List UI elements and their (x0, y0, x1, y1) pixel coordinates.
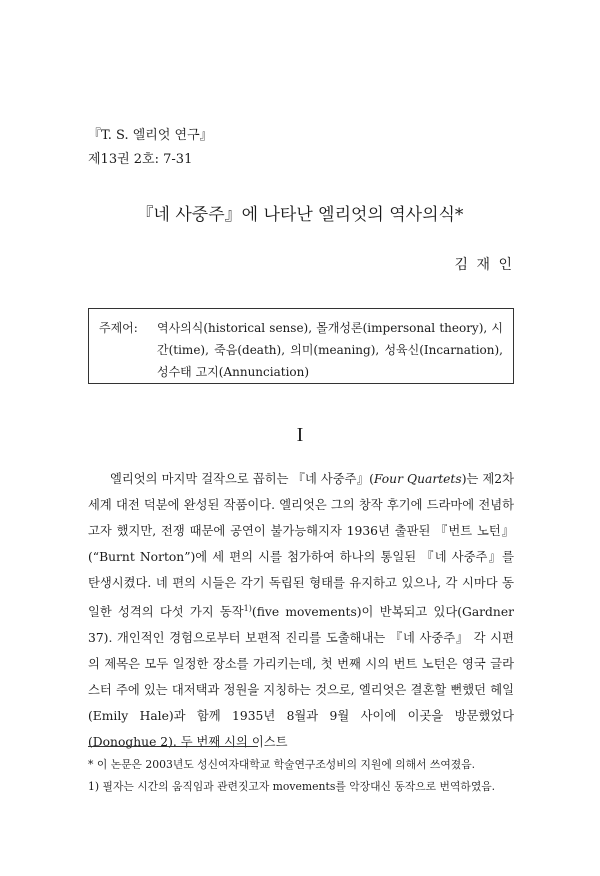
section-heading: I (296, 424, 304, 446)
body-text-part2: )는 제2차 세계 대전 덕분에 완성된 작품이다. 엘리엇은 그의 창작 후기에 드라마에 전념하고자 했지만, 전쟁 때문에 공연이 불가능해지자 1936년 출판된 『번트 노턴』(“Burnt Norton”)에 세 편의 시를 첨가하여 하나의 통일된 『네 사중주』를 탄생시켰다. 네 편의 시들은 각기 독립된 형태를 유지하고 있으나, 각 시마다 동일한 성격의 다섯 가지 동작 (88, 472, 514, 620)
body-italic-title: Four Quartets (373, 472, 462, 486)
author-name: 김 재 인 (454, 257, 514, 273)
body-text-part3: (five movements)이 반복되고 있다(Gardner 37). 개인적인 경험으로부터 보편적 진리를 도출해내는 『네 사중주』 각 시편의 제목은 모두 일정한 장소를 가리키는데, 첫 번째 시의 번트 노턴은 영국 글라스터 주에 있는 대저택과 정원을 지칭하는 것으로, 엘리엇은 결혼할 뻔했던 헤일(Emily Hale)과 함께 1935년 8월과 9월 사이에 이곳을 방문했었다(Donoghue 2). 두 번째 시의 이스트 (88, 605, 514, 750)
footnote-ref: 1) (243, 604, 252, 613)
journal-issue: 제13권 2호: 7-31 (88, 152, 193, 167)
body-text-part1: 엘리엇의 마지막 걸작으로 꼽히는 『네 사중주』( (110, 472, 374, 486)
journal-name: 『T. S. 엘리엇 연구』 (88, 128, 213, 143)
body-text (88, 466, 514, 755)
keyword-label: 주제어: (99, 321, 138, 335)
paper-title: 『네 사중주』에 나타난 엘리엇의 역사의식* (136, 205, 464, 225)
footnote-1: 1) 필자는 시간의 움직임과 관련짓고자 movements를 악장대신 동작으로 번역하였음. (88, 780, 496, 793)
footnote-star: * 이 논문은 2003년도 성신여자대학교 학술연구조성비의 지원에 의해서 쓰여졌음. (88, 758, 476, 771)
body-paragraph (88, 466, 514, 755)
footnotes (88, 754, 514, 798)
keyword-text: 역사의식(historical sense), 몰개성론(impersonal theory), 시간(time), 죽음(death), 의미(meaning), 성육신(Incarnation), 성수태 고지(Annunciation) (157, 321, 503, 379)
footnote-divider (88, 746, 258, 747)
keyword-box (88, 308, 514, 384)
